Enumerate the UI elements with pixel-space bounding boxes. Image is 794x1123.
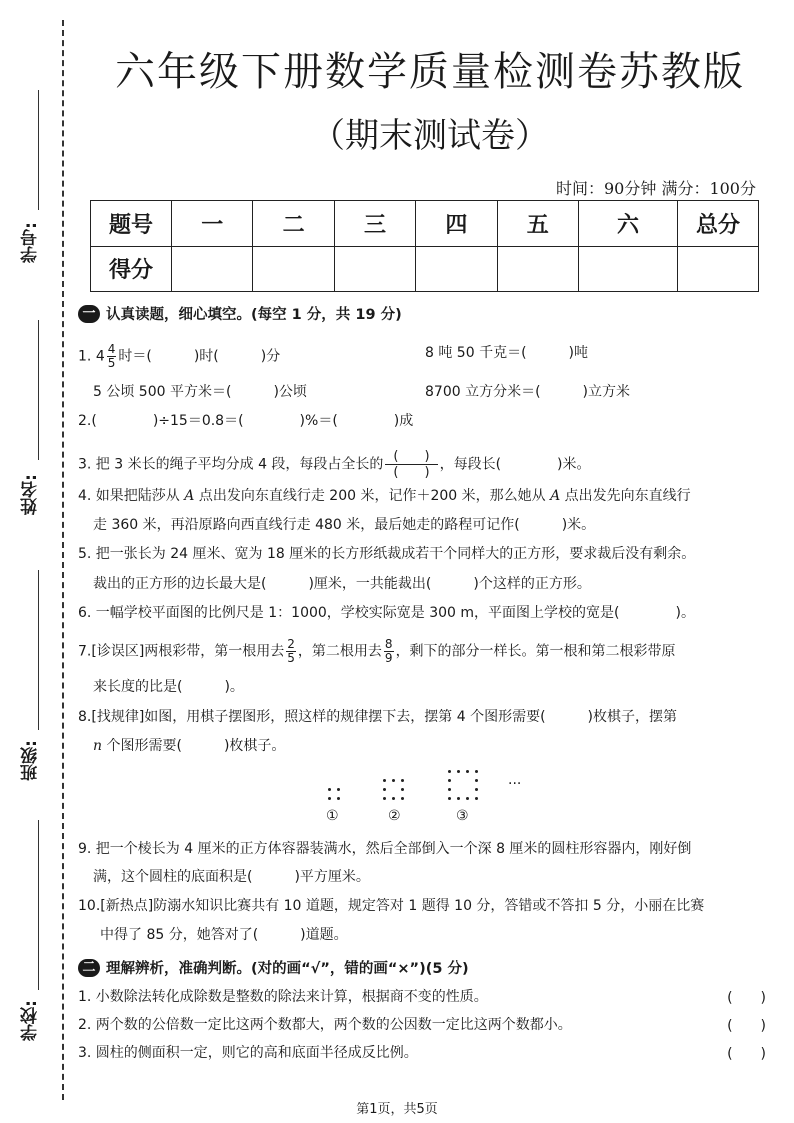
section-1-title: 认真读题，细心填空。(每空 1 分，共 19 分) bbox=[106, 307, 402, 323]
chess-pattern-figures bbox=[320, 770, 560, 830]
judge-item-1: 1. 小数除法转化成除数是整数的除法来计算，根据商不变的性质。 bbox=[78, 989, 488, 1005]
class-line bbox=[38, 570, 39, 730]
q10-line-2: 中得了 85 分，她答对了( )道题。 bbox=[100, 927, 348, 943]
score-cell-6[interactable] bbox=[579, 246, 678, 292]
judge-item-2: 2. 两个数的公倍数一定比这两个数都大，两个数的公因数一定比这两个数都小。 bbox=[78, 1017, 572, 1033]
q7-fraction-2 bbox=[384, 638, 394, 665]
score-cell-2[interactable] bbox=[253, 246, 334, 292]
q7-post: ，剩下的部分一样长。第一根和第二根彩带原 bbox=[395, 643, 676, 660]
section-1-heading bbox=[78, 303, 402, 324]
figure-2-label: ② bbox=[388, 808, 401, 824]
dot bbox=[392, 797, 395, 800]
dot bbox=[328, 788, 331, 791]
dot bbox=[392, 779, 395, 782]
school-line bbox=[38, 820, 39, 990]
dot bbox=[448, 779, 451, 782]
judge-answer-2[interactable]: ( ) bbox=[727, 1018, 766, 1034]
school-label: 学校: bbox=[21, 1000, 41, 1041]
q7-mid: ，第二根用去 bbox=[297, 643, 382, 660]
q8-variable-n: n bbox=[93, 738, 103, 754]
class-label: 班级: bbox=[21, 740, 41, 781]
figures-ellipsis: ··· bbox=[508, 776, 522, 792]
judge-item-3: 3. 圆柱的侧面积一定，则它的高和底面半径成反比例。 bbox=[78, 1045, 418, 1061]
q1-fraction bbox=[107, 343, 117, 370]
dot bbox=[337, 788, 340, 791]
q3-post: ，每段长( )米。 bbox=[439, 456, 591, 473]
q4-line-2: 走 360 米，再沿原路向西直线行走 480 米，最后她走的路程可记作( )米。 bbox=[93, 517, 596, 533]
score-table-score-row bbox=[91, 246, 759, 292]
section-1-badge: 一 bbox=[78, 305, 100, 323]
q2-text: 2.( )÷15＝0.8＝( )%＝( )成 bbox=[78, 413, 414, 429]
q3-frac-top: ( ) bbox=[385, 449, 437, 465]
dot bbox=[328, 797, 331, 800]
figure-1-label: ① bbox=[326, 808, 339, 824]
dashed-cut-line bbox=[62, 20, 64, 1100]
judge-answer-1[interactable]: ( ) bbox=[727, 990, 766, 1006]
q4-text-c: 点出发先向东直线行 bbox=[560, 488, 691, 504]
row-label-cell: 得分 bbox=[91, 246, 172, 292]
q7-f2-den: 9 bbox=[384, 651, 393, 665]
q1-part-c: 5 公顷 500 平方米＝( )公顷 bbox=[93, 384, 307, 400]
dot bbox=[401, 779, 404, 782]
dot bbox=[466, 770, 469, 773]
q6-text: 6. 一幅学校平面图的比例尺是 1：1000，学校实际宽是 300 m，平面图上学校的宽是( )。 bbox=[78, 605, 695, 621]
q5-line-2: 裁出的正方形的边长最大是( )厘米，一共能裁出( )个这样的正方形。 bbox=[93, 576, 591, 592]
score-cell-total[interactable] bbox=[678, 246, 759, 292]
q3-pre: 3. 把 3 米长的绳子平均分成 4 段，每段占全长的 bbox=[78, 456, 384, 473]
q8-line-1: 8.[找规律]如图，用棋子摆图形，照这样的规律摆下去，摆第 4 个图形需要( )枚棋子，摆第 bbox=[78, 709, 678, 725]
q1-part-b: 8 吨 50 千克＝( )吨 bbox=[425, 345, 588, 361]
score-cell-5[interactable] bbox=[497, 246, 578, 292]
dot bbox=[466, 797, 469, 800]
dot bbox=[457, 770, 460, 773]
figure-3-label: ③ bbox=[456, 808, 469, 824]
section-2-badge: 二 bbox=[78, 959, 100, 977]
q9-line-1: 9. 把一个棱长为 4 厘米的正方体容器装满水，然后全部倒入一个深 8 厘米的圆柱形容器内，刚好倒 bbox=[78, 841, 692, 857]
q7-pre: 7.[诊误区]两根彩带，第一根用去 bbox=[78, 643, 285, 660]
student-no-label: 学号: bbox=[21, 222, 41, 263]
score-cell-4[interactable] bbox=[416, 246, 497, 292]
header-label-cell: 题号 bbox=[91, 201, 172, 247]
q4-text-b: 点出发向东直线行走 200 米，记作＋200 米，那么她从 bbox=[194, 488, 551, 504]
binding-margin bbox=[0, 0, 70, 1123]
q1-part-a-text: 时＝( )时( )分 bbox=[118, 348, 281, 365]
q7-f2-num: 8 bbox=[384, 637, 393, 651]
score-cell-1[interactable] bbox=[172, 246, 253, 292]
q4-line-1 bbox=[78, 486, 691, 506]
page-title: 六年级下册数学质量检测卷苏教版 bbox=[115, 49, 745, 95]
col-3: 三 bbox=[334, 201, 415, 247]
q3-text bbox=[78, 449, 591, 480]
dot bbox=[475, 770, 478, 773]
dot bbox=[475, 779, 478, 782]
col-2: 二 bbox=[253, 201, 334, 247]
q3-fraction-blank[interactable] bbox=[385, 449, 437, 480]
name-line bbox=[38, 320, 39, 460]
q8-line-2 bbox=[93, 736, 285, 756]
q4-point-a-2: A bbox=[550, 488, 561, 504]
col-total: 总分 bbox=[678, 201, 759, 247]
student-no-line bbox=[38, 90, 39, 210]
section-2-heading bbox=[78, 957, 469, 978]
dot bbox=[448, 770, 451, 773]
score-cell-3[interactable] bbox=[334, 246, 415, 292]
q7-fraction-1 bbox=[286, 638, 296, 665]
q1-frac-num: 4 bbox=[107, 342, 116, 356]
q1-number: 1. bbox=[78, 348, 92, 365]
dot bbox=[401, 788, 404, 791]
q1-part-a bbox=[78, 343, 280, 370]
dot bbox=[401, 797, 404, 800]
judge-answer-3[interactable]: ( ) bbox=[727, 1046, 766, 1062]
q7-line-2: 来长度的比是( )。 bbox=[93, 679, 244, 695]
dot bbox=[457, 797, 460, 800]
dot bbox=[383, 797, 386, 800]
q7-line-1 bbox=[78, 638, 676, 665]
q7-f1-den: 5 bbox=[287, 651, 295, 665]
col-4: 四 bbox=[416, 201, 497, 247]
score-table bbox=[90, 200, 759, 292]
q1-frac-den: 5 bbox=[107, 356, 116, 370]
col-1: 一 bbox=[172, 201, 253, 247]
q10-line-1: 10.[新热点]防溺水知识比赛共有 10 道题，规定答对 1 题得 10 分，答错或不答扣 5 分，小丽在比赛 bbox=[78, 898, 705, 914]
dot bbox=[475, 788, 478, 791]
section-2-title: 理解辨析，准确判断。(对的画“√”，错的画“×”)(5 分) bbox=[106, 961, 469, 977]
q5-line-1: 5. 把一张长为 24 厘米、宽为 18 厘米的长方形纸裁成若干个同样大的正方形，要求裁后没有剩余。 bbox=[78, 546, 696, 562]
q1-mixed-whole: 4 bbox=[95, 348, 105, 365]
q9-line-2: 满，这个圆柱的底面积是( )平方厘米。 bbox=[93, 869, 370, 885]
col-6: 六 bbox=[579, 201, 678, 247]
q4-text-a: 4. 如果把陆莎从 bbox=[78, 488, 185, 504]
dot bbox=[475, 797, 478, 800]
q8-line-2-text: 个图形需要( )枚棋子。 bbox=[102, 738, 286, 754]
time-info: 时间：90分钟 满分：100分 bbox=[556, 179, 756, 198]
dot bbox=[337, 797, 340, 800]
name-label: 姓名: bbox=[21, 474, 41, 515]
dot bbox=[383, 779, 386, 782]
dot bbox=[448, 788, 451, 791]
dot bbox=[448, 797, 451, 800]
q4-point-a-1: A bbox=[184, 488, 195, 504]
q3-frac-bot: ( ) bbox=[393, 465, 430, 480]
score-table-header-row bbox=[91, 201, 759, 247]
q1-part-d: 8700 立方分米＝( )立方米 bbox=[425, 384, 631, 400]
page-subtitle: （期末测试卷） bbox=[311, 116, 549, 156]
col-5: 五 bbox=[497, 201, 578, 247]
q7-f1-num: 2 bbox=[287, 637, 295, 651]
page-footer: 第1页，共5页 bbox=[356, 1102, 438, 1117]
dot bbox=[383, 788, 386, 791]
